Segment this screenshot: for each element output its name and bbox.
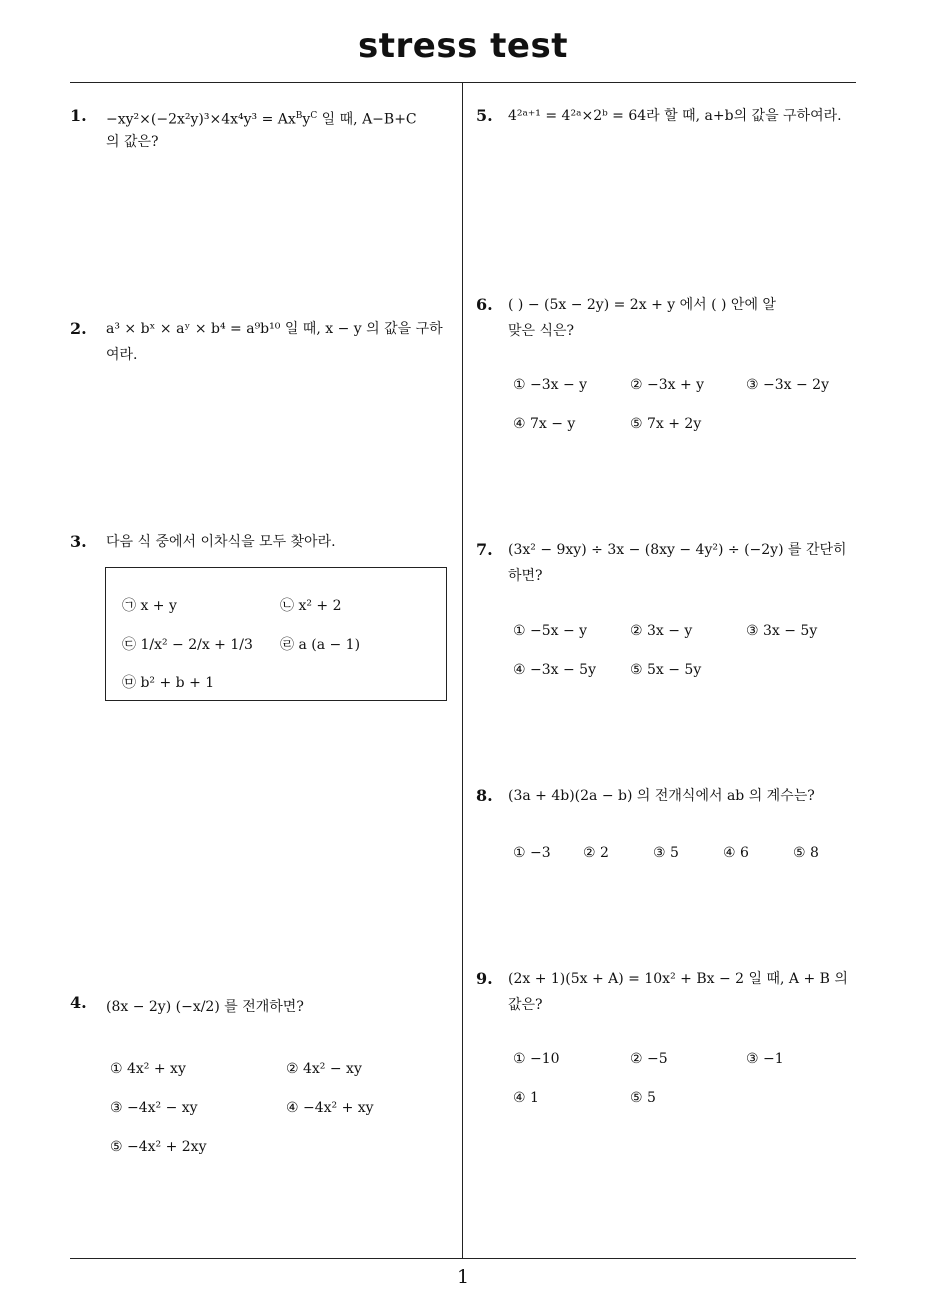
question-text: (8x − 2y) (−x/2) 를 전개하면? bbox=[106, 999, 304, 1015]
page-number: 1 bbox=[456, 1266, 470, 1288]
question-text: ( ) − (5x − 2y) = 2x + y 에서 ( ) 안에 알 bbox=[508, 297, 776, 313]
question-text: (3a + 4b)(2a − b) 의 전개식에서 ab 의 계수는? bbox=[508, 788, 815, 804]
answer-option[interactable]: ① −10 bbox=[513, 1051, 560, 1067]
answer-option[interactable]: ⑤ −4x² + 2xy bbox=[110, 1139, 207, 1155]
answer-option[interactable]: ⑤ 5x − 5y bbox=[630, 662, 702, 678]
question-number: 7. bbox=[476, 540, 493, 559]
question-text-cont: 하면? bbox=[508, 568, 543, 584]
answer-option[interactable]: ③ −3x − 2y bbox=[746, 377, 829, 393]
page-title: stress test bbox=[358, 26, 568, 66]
expression-item: ㉣ a (a − 1) bbox=[280, 637, 361, 653]
answer-option[interactable]: ② 2 bbox=[583, 845, 609, 861]
answer-option[interactable]: ⑤ 7x + 2y bbox=[630, 416, 702, 432]
expression-item: ㉡ x² + 2 bbox=[280, 598, 342, 614]
answer-option[interactable]: ① −3x − y bbox=[513, 377, 588, 393]
answer-option[interactable]: ② 3x − y bbox=[630, 623, 693, 639]
question-text: (2x + 1)(5x + A) = 10x² + Bx − 2 일 때, A + B 의 bbox=[508, 971, 848, 987]
answer-option[interactable]: ④ −3x − 5y bbox=[513, 662, 596, 678]
answer-option[interactable]: ② −5 bbox=[630, 1051, 668, 1067]
answer-option[interactable]: ⑤ 5 bbox=[630, 1090, 656, 1106]
question-number: 4. bbox=[70, 993, 87, 1012]
question-text: a³ × bˣ × aʸ × b⁴ = a⁹b¹⁰ 일 때, x − y 의 값을 구하 bbox=[106, 321, 443, 337]
column-divider bbox=[462, 83, 463, 1259]
answer-option[interactable]: ② −3x + y bbox=[630, 377, 705, 393]
answer-option[interactable]: ④ 6 bbox=[723, 845, 749, 861]
question-number: 5. bbox=[476, 106, 493, 125]
answer-option[interactable]: ③ −1 bbox=[746, 1051, 784, 1067]
top-rule bbox=[70, 82, 856, 83]
answer-option[interactable]: ② 4x² − xy bbox=[286, 1061, 362, 1077]
answer-option[interactable]: ④ 1 bbox=[513, 1090, 539, 1106]
question-text-cont: 맞은 식은? bbox=[508, 323, 575, 339]
answer-option[interactable]: ④ 7x − y bbox=[513, 416, 576, 432]
expression-item: ㉢ 1/x² − 2/x + 1/3 bbox=[122, 637, 253, 653]
answer-option[interactable]: ① −3 bbox=[513, 845, 551, 861]
question-number: 1. bbox=[70, 106, 87, 125]
bottom-rule bbox=[70, 1258, 856, 1259]
question-number: 3. bbox=[70, 532, 87, 551]
expression-item: ㉤ b² + b + 1 bbox=[122, 675, 215, 691]
question-text: 4²ᵃ⁺¹ = 4²ᵃ×2ᵇ = 64라 할 때, a+b의 값을 구하여라. bbox=[508, 108, 842, 124]
answer-option[interactable]: ① −5x − y bbox=[513, 623, 588, 639]
answer-option[interactable]: ⑤ 8 bbox=[793, 845, 819, 861]
answer-option[interactable]: ③ −4x² − xy bbox=[110, 1100, 198, 1116]
answer-option[interactable]: ③ 5 bbox=[653, 845, 679, 861]
question-text: (3x² − 9xy) ÷ 3x − (8xy − 4y²) ÷ (−2y) 를 간단히 bbox=[508, 542, 847, 558]
question-text-cont: 의 값은? bbox=[106, 134, 159, 150]
question-text: $-xy^2\times(-2x^2y)^3\times 4x^4y^3 = Ax^By^C$ 일 때, A−B+C bbox=[106, 111, 417, 128]
question-text-cont: 값은? bbox=[508, 997, 543, 1013]
question-number: 9. bbox=[476, 969, 493, 988]
question-number: 2. bbox=[70, 319, 87, 338]
answer-option[interactable]: ③ 3x − 5y bbox=[746, 623, 818, 639]
answer-option[interactable]: ① 4x² + xy bbox=[110, 1061, 186, 1077]
answer-option[interactable]: ④ −4x² + xy bbox=[286, 1100, 374, 1116]
question-text: 다음 식 중에서 이차식을 모두 찾아라. bbox=[106, 534, 336, 550]
expression-box bbox=[105, 567, 447, 701]
question-number: 6. bbox=[476, 295, 493, 314]
question-text-cont: 여라. bbox=[106, 347, 138, 363]
expression-item: ㉠ x + y bbox=[122, 598, 177, 614]
question-number: 8. bbox=[476, 786, 493, 805]
